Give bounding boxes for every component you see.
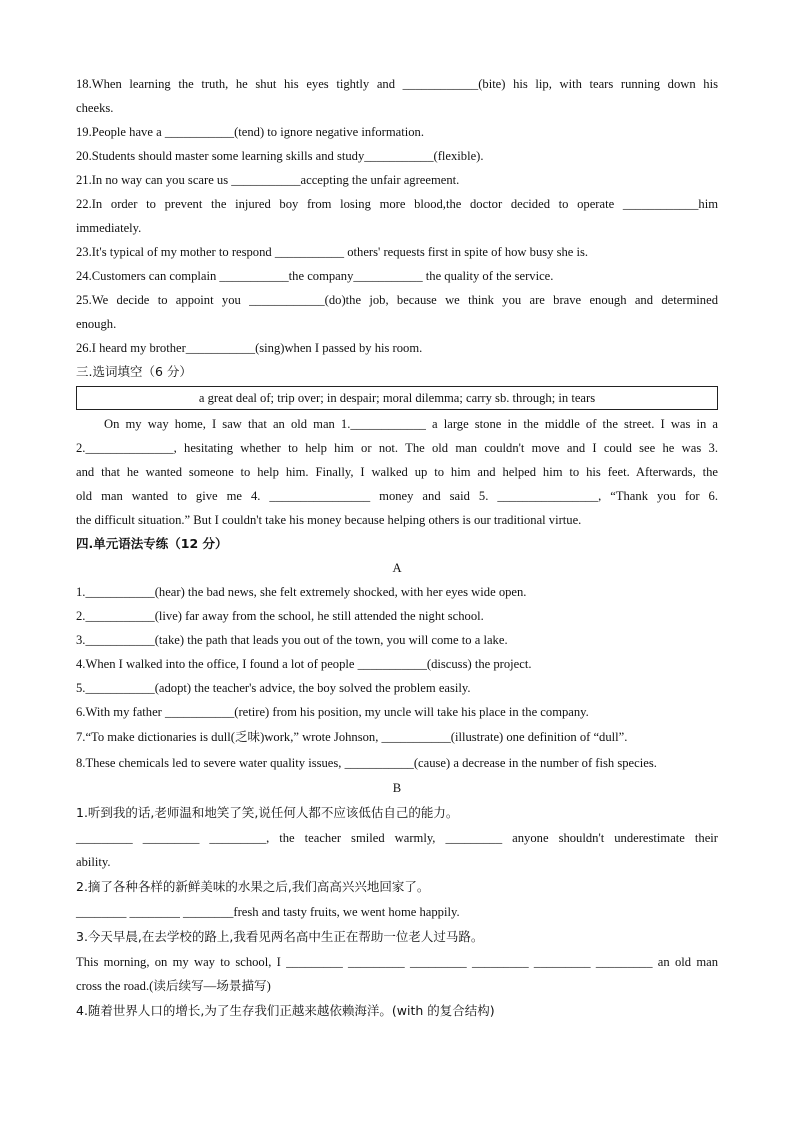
grammar-a-6: 6.With my father ___________(retire) from his position, my uncle will take his place in the company. bbox=[76, 705, 589, 719]
question-26: 26.I heard my brother___________(sing)when I passed by his room. bbox=[76, 341, 423, 355]
passage-line-2: 2.______________, hesitating whether to help him or not. The old man couldn't move and I could see he was 3. bbox=[76, 441, 718, 455]
passage-line-4: old man wanted to give me 4. ________________ money and said 5. ________________, “Thank you for 6. bbox=[76, 489, 718, 503]
translate-b-3-chinese: 3.今天早晨,在去学校的路上,我看见两名高中生正在帮助一位老人过马路。 bbox=[76, 929, 484, 944]
translate-b-1-english: _________ _________ _________, the teacher smiled warmly, _________ anyone shouldn't underestimate their bbox=[76, 831, 718, 845]
part-b-label: B bbox=[392, 781, 402, 795]
question-24: 24.Customers can complain ___________the company___________ the quality of the service. bbox=[76, 269, 554, 283]
question-18: 18.When learning the truth, he shut his eyes tightly and ____________(bite) his lip, with tears running down his bbox=[76, 77, 718, 91]
translate-b-2-chinese: 2.摘了各种各样的新鲜美味的水果之后,我们高高兴兴地回家了。 bbox=[76, 879, 430, 894]
question-23: 23.It's typical of my mother to respond ___________ others' requests first in spite of how busy she is. bbox=[76, 245, 589, 259]
worksheet-page bbox=[76, 72, 718, 1024]
translate-b-4-chinese: 4.随着世界人口的增长,为了生存我们正越来越依赖海洋。(with 的复合结构) bbox=[76, 1003, 495, 1018]
translate-b-1-english-cont: ability. bbox=[76, 855, 111, 869]
translate-b-1-chinese: 1.听到我的话,老师温和地笑了笑,说任何人都不应该低估自己的能力。 bbox=[76, 805, 459, 820]
translate-b-3-english: This morning, on my way to school, I _________ _________ _________ _________ _________ _________ an old man bbox=[76, 955, 718, 969]
translate-b-2-english: ________ ________ ________fresh and tasty fruits, we went home happily. bbox=[76, 905, 460, 919]
part-a-label: A bbox=[392, 561, 402, 575]
question-21: 21.In no way can you scare us ___________accepting the unfair agreement. bbox=[76, 173, 460, 187]
passage-line-5: the difficult situation.” But I couldn't take his money because helping others is our traditional virtue. bbox=[76, 513, 582, 527]
passage-line-3: and that he wanted someone to help him. Finally, I walked up to him and helped him to his feet. Afterwards, the bbox=[76, 465, 718, 479]
question-22: 22.In order to prevent the injured boy from losing more blood,the doctor decided to operate ____________him bbox=[76, 197, 718, 211]
translate-b-3-english-cont: cross the road.(读后续写—场景描写) bbox=[76, 979, 271, 993]
question-18-cont: cheeks. bbox=[76, 101, 114, 115]
word-bank-box: a great deal of; trip over; in despair; moral dilemma; carry sb. through; in tears bbox=[76, 386, 718, 410]
question-19: 19.People have a ___________(tend) to ignore negative information. bbox=[76, 125, 424, 139]
section-4-title: 四.单元语法专练（12 分） bbox=[76, 536, 228, 551]
grammar-a-4: 4.When I walked into the office, I found a lot of people ___________(discuss) the project. bbox=[76, 657, 532, 671]
grammar-a-3: 3.___________(take) the path that leads you out of the town, you will come to a lake. bbox=[76, 633, 508, 647]
grammar-a-7: 7.“To make dictionaries is dull(乏味)work,” wrote Johnson, ___________(illustrate) one definition of “dull”. bbox=[76, 730, 628, 744]
grammar-a-5: 5.___________(adopt) the teacher's advice, the boy solved the problem easily. bbox=[76, 681, 471, 695]
grammar-a-2: 2.___________(live) far away from the school, he still attended the night school. bbox=[76, 609, 484, 623]
section-3-title: 三.选词填空（6 分） bbox=[76, 364, 192, 379]
question-25: 25.We decide to appoint you ____________(do)the job, because we think you are brave enough and determined bbox=[76, 293, 718, 307]
question-22-cont: immediately. bbox=[76, 221, 142, 235]
passage-line-1: On my way home, I saw that an old man 1.____________ a large stone in the middle of the street. I was in a bbox=[104, 417, 718, 431]
question-25-cont: enough. bbox=[76, 317, 117, 331]
grammar-a-1: 1.___________(hear) the bad news, she felt extremely shocked, with her eyes wide open. bbox=[76, 585, 527, 599]
question-20: 20.Students should master some learning skills and study___________(flexible). bbox=[76, 149, 484, 163]
grammar-a-8: 8.These chemicals led to severe water quality issues, ___________(cause) a decrease in the number of fish species. bbox=[76, 756, 657, 770]
